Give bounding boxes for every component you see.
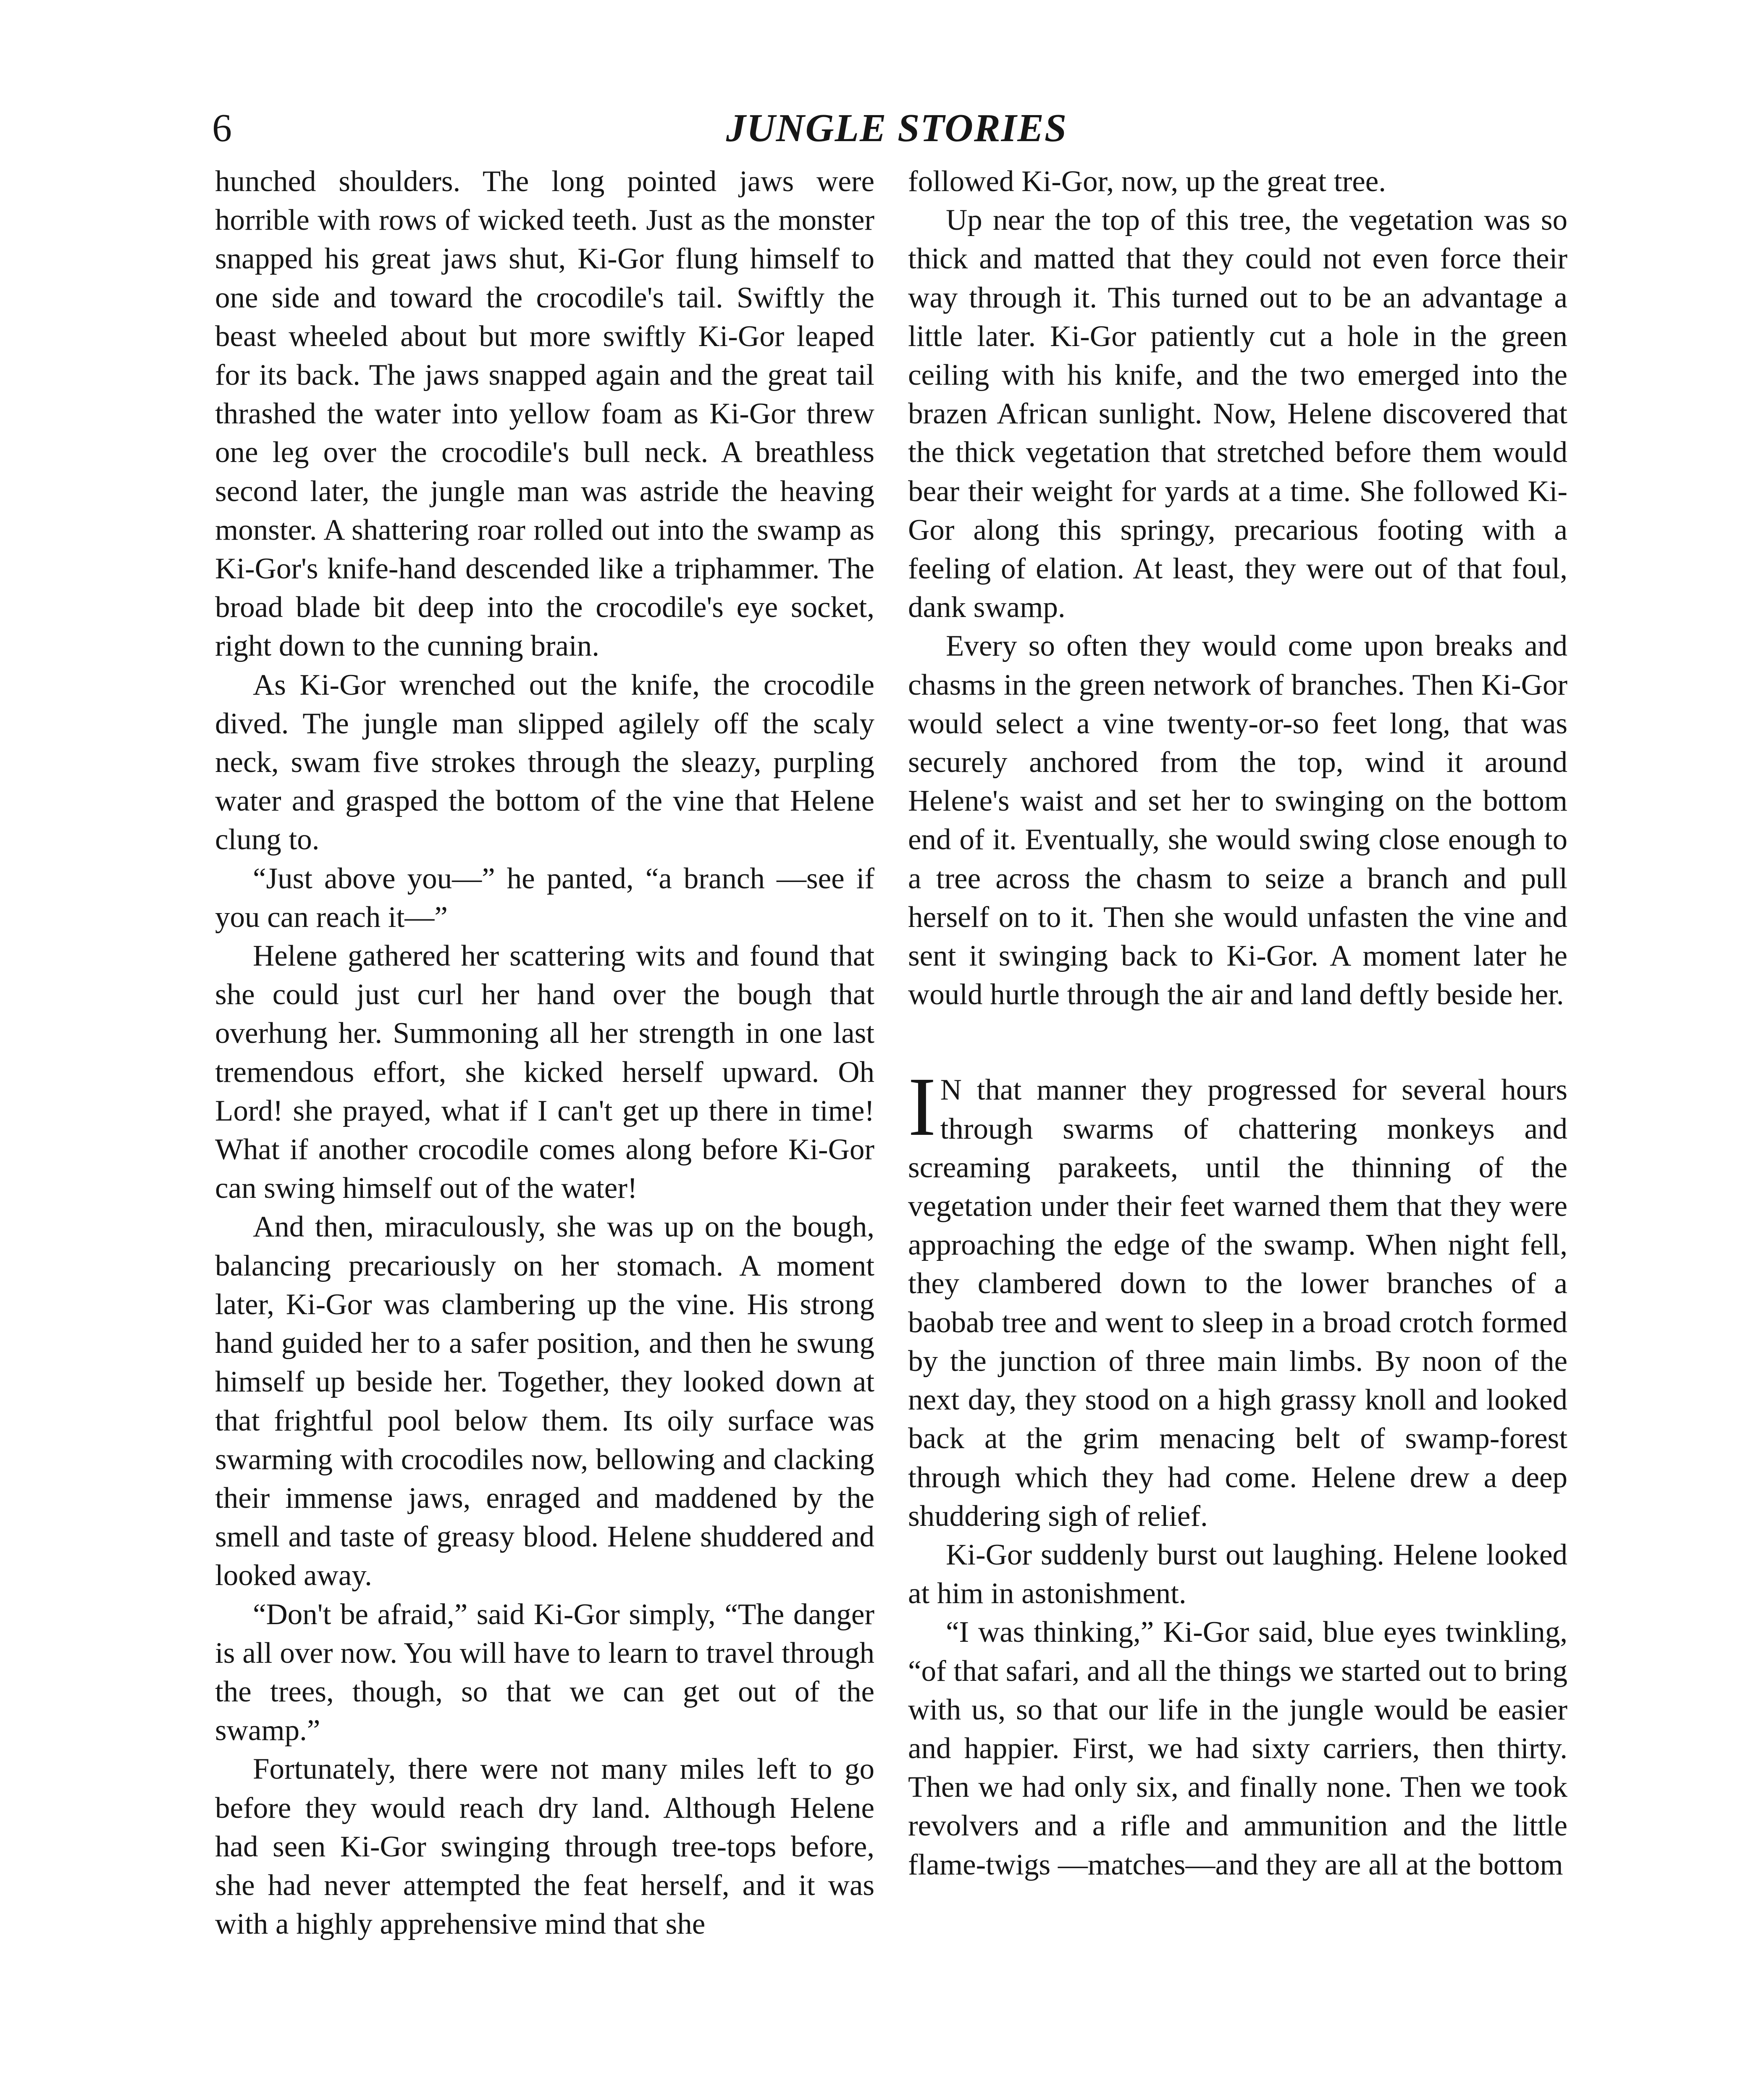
- page-number: 6: [212, 106, 232, 150]
- paragraph: Fortunately, there were not many miles left to go before they would reach dry land. Although Helene had seen Ki-Gor swinging through tree-tops before, she had never attempted the feat herself, and it was with a highly apprehensive mind that she: [215, 1753, 874, 1941]
- text-column-left: [215, 162, 874, 1943]
- paragraph: “I was thinking,” Ki-Gor said, blue eyes twinkling, “of that safari, and all the things we started out to bring with us, so that our life in the jungle would be easier and happier. First, we had sixty carriers, then thirty. Then we had only six, and finally none. Then we took revolvers and a rifle and ammunition and the little flame-twigs —matches—and they are all at the bottom: [908, 1616, 1567, 1881]
- paragraph: Ki-Gor suddenly burst out laughing. Helene looked at him in astonishment.: [908, 1538, 1567, 1610]
- page-header: [212, 97, 1581, 160]
- paragraph: Helene gathered her scattering wits and found that she could just curl her hand over the bough that overhung her. Summoning all her strength in one last tremendous effort, she kicked herself upward. Oh Lord! she prayed, what if I can't get up there in time! What if another crocodile comes along before Ki-Gor can swing himself out of the water!: [215, 940, 874, 1205]
- paragraph: hunched shoulders. The long pointed jaws were horrible with rows of wicked teeth. Just as the monster snapped his great jaws shut, Ki-Gor flung himself to one side and toward the crocodile's tail. Swiftly the beast wheeled about but more swiftly Ki-Gor leaped for its back. The jaws snapped again and the great tail thrashed the water into yellow foam as Ki-Gor threw one leg over the crocodile's bull neck. A breathless second later, the jungle man was astride the heaving monster. A shattering roar rolled out into the swamp as Ki-Gor's knife-hand descended like a triphammer. The broad blade bit deep into the crocodile's eye socket, right down to the cunning brain.: [215, 165, 874, 663]
- drop-cap-initial: I: [908, 1060, 936, 1154]
- running-title: JUNGLE STORIES: [726, 106, 1068, 150]
- paragraph: “Don't be afraid,” said Ki-Gor simply, “The danger is all over now. You will have to learn to travel through the trees, though, so that we can get out of the swamp.”: [215, 1598, 874, 1747]
- paragraph: As Ki-Gor wrenched out the knife, the crocodile dived. The jungle man slipped agilely off the scaly neck, swam five strokes through the sleazy, purpling water and grasped the bottom of the vine that Helene clung to.: [215, 668, 874, 856]
- paragraph: “Just above you—” he panted, “a branch —see if you can reach it—”: [215, 862, 874, 934]
- paragraph: And then, miraculously, she was up on the bough, balancing precariously on her stomach. A moment later, Ki-Gor was clambering up the vine. His strong hand guided her to a safer position, and then he swung himself up beside her. Together, they looked down at that frightful pool below them. Its oily surface was swarming with crocodiles now, bellowing and clacking their immense jaws, enraged and maddened by the smell and taste of greasy blood. Helene shuddered and looked away.: [215, 1210, 874, 1592]
- text-column-right: [908, 162, 1567, 1884]
- paragraph: Up near the top of this tree, the vegetation was so thick and matted that they could not even force their way through it. This turned out to be an advantage a little later. Ki-Gor patiently cut a hole in the green ceiling with his knife, and the two emerged into the brazen African sunlight. Now, Helene discovered that the thick vegetation that stretched before them would bear their weight for yards at a time. She followed Ki-Gor along this springy, precarious footing with a feeling of elation. At least, they were out of that foul, dank swamp.: [908, 204, 1567, 624]
- paragraph: Every so often they would come upon breaks and chasms in the green network of branches. Then Ki-Gor would select a vine twenty-or-so feet long, that was securely anchored from the top, wind it around Helene's waist and set her to swinging on the bottom end of it. Eventually, she would swing close enough to a tree across the chasm to seize a branch and pull herself on to it. Then she would unfasten the vine and sent it swinging back to Ki-Gor. A moment later he would hurtle through the air and land deftly beside her.: [908, 630, 1567, 1011]
- section-opening-text: N that manner they progressed for several hours through swarms of chattering monkeys and screaming parakeets, until the thinning of the vegetation under their feet warned them that they were approaching the edge of the swamp. When night fell, they clambered down to the lower branches of a baobab tree and went to sleep in a broad crotch formed by the junction of three main limbs. By noon of the next day, they stood on a high grassy knoll and looked back at the grim menacing belt of swamp-forest through which they had come. Helene drew a deep shuddering sigh of relief.: [908, 1074, 1567, 1533]
- paragraph: followed Ki-Gor, now, up the great tree.: [908, 165, 1386, 198]
- section-opening-paragraph: [908, 1060, 1567, 1535]
